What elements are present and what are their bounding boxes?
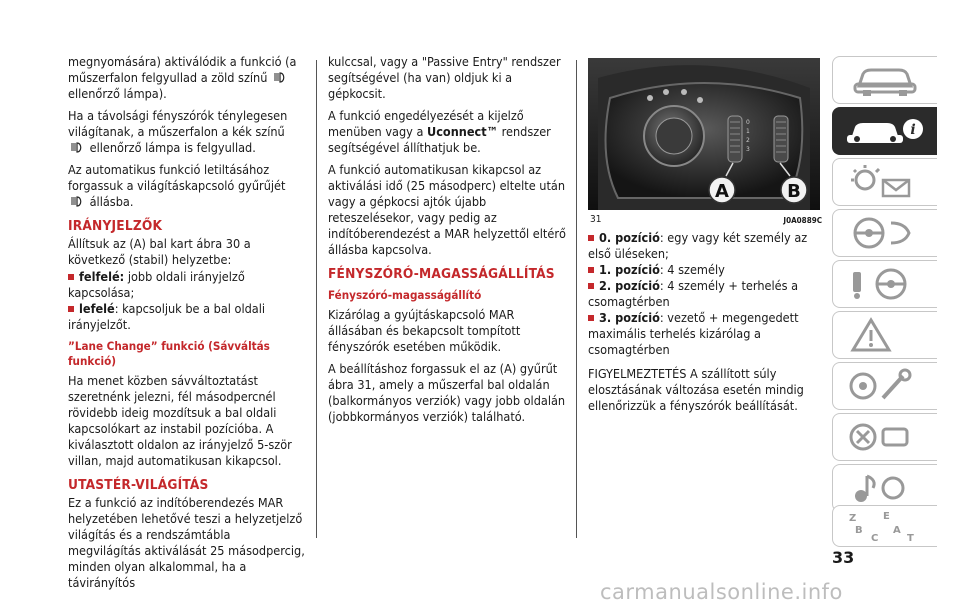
paragraph xyxy=(328,108,568,156)
figure-headlight-switch xyxy=(588,58,820,210)
svg-text:3: 3 xyxy=(746,146,750,153)
column-divider xyxy=(316,60,317,538)
text: állásba. xyxy=(89,194,134,209)
paragraph: A beállításhoz forgassuk el az (A) gyűrűt ábra 31, amely a műszerfal bal oldalán (balkormányos verziók) vagy jobb oldalán (jobbkormányos verziók) található. xyxy=(328,361,566,424)
column-left xyxy=(68,54,306,597)
text: rendszer segítségével állíthatjuk be. xyxy=(328,124,551,155)
svg-text:T: T xyxy=(907,533,914,543)
warning-note: FIGYELMEZTETÉS A szállított súly elosztásának változása esetén mindig ellenőrizzük a fényszórók beállítását. xyxy=(588,366,804,413)
car-info-icon xyxy=(843,113,927,149)
paragraph: Állítsuk az (A) bal kart ábra 30 a következő (stabil) helyzetbe: xyxy=(68,236,251,267)
text: megnyomására) aktiválódik a funkció (a műszerfalon felgyullad a zöld színű xyxy=(68,54,297,85)
callout-a-label: A xyxy=(715,181,729,202)
bullet-item xyxy=(588,230,824,262)
watermark: carmanualsonline.info xyxy=(600,580,843,604)
svg-text:C: C xyxy=(871,533,879,543)
figure-number: 31 xyxy=(590,214,602,225)
svg-text:1: 1 xyxy=(746,128,750,135)
paragraph: Ez a funkció az indítóberendezés MAR helyzetében lehetővé teszi a helyzetjelző világítás és a rendszámtábla megvilágítás aktiválását 25 másodpercig, minden olyan alkalommal, ha a távirányítós xyxy=(68,495,305,590)
high-beam-icon xyxy=(70,196,84,207)
text: Ha a távolsági fényszórók ténylegesen világítanak, a műszerfalon a kék színű xyxy=(68,108,288,139)
heading-indicators: IRÁNYJELZŐK xyxy=(68,218,163,234)
svg-text:i: i xyxy=(910,122,916,138)
paragraph: Kizárólag a gyújtáskapcsoló MAR állásában és bekapcsolt tompított fényszórók esetében működik. xyxy=(328,307,521,354)
paragraph: kulccsal, vagy a "Passive Entry" rendszer segítségével (ha van) oldjuk ki a gépkocsit. xyxy=(328,54,561,101)
column-divider xyxy=(576,60,577,538)
svg-text:0: 0 xyxy=(746,119,750,126)
paragraph xyxy=(68,162,306,210)
bullet-item xyxy=(588,278,824,310)
tab-warning[interactable] xyxy=(832,311,937,359)
column-right xyxy=(588,58,824,420)
subheading-headlight-leveler: Fényszóró-magasságállító xyxy=(328,288,482,302)
svg-text:A: A xyxy=(893,525,901,536)
figure-caption xyxy=(588,210,824,226)
paragraph xyxy=(68,54,306,102)
paragraph xyxy=(68,108,306,156)
text: Az automatikus funkció letiltásához forgassuk a világításkapcsoló gyűrűjét xyxy=(68,162,286,193)
tab-car-info[interactable] xyxy=(832,107,937,155)
bullet-text: : 4 személy xyxy=(659,262,725,277)
text: ellenőrző lámpa is felgyullad. xyxy=(89,140,256,155)
bullet-icon xyxy=(588,267,594,273)
bullet-label: lefelé xyxy=(79,301,115,316)
tab-maintenance[interactable] xyxy=(832,413,937,461)
heading-interior-lighting: UTASTÉR-VILÁGÍTÁS xyxy=(68,477,209,493)
page-number: 33 xyxy=(832,548,855,567)
svg-text:B: B xyxy=(855,525,863,536)
technical-icon xyxy=(843,470,927,506)
heading-headlight-leveling: FÉNYSZÓRÓ-MAGASSÁGÁLLÍTÁS xyxy=(328,266,555,282)
bullet-text: : egy vagy két személy az első üléseken; xyxy=(588,230,808,261)
bullet-icon xyxy=(588,235,594,241)
bullet-item xyxy=(68,301,306,333)
warning-icon xyxy=(843,317,927,353)
high-beam-icon xyxy=(70,142,84,153)
maintenance-icon xyxy=(843,419,927,455)
bullet-icon xyxy=(588,283,594,289)
bullet-text: jobb oldali irányjelző kapcsolása; xyxy=(68,269,245,300)
high-beam-auto-icon xyxy=(273,72,287,83)
emergency-icon xyxy=(843,368,927,404)
svg-text:Z: Z xyxy=(849,513,857,524)
svg-text:E: E xyxy=(883,511,890,522)
column-middle xyxy=(328,54,568,431)
tab-driving[interactable] xyxy=(832,260,937,308)
tab-index[interactable] xyxy=(832,505,937,547)
bullet-text: : kapcsoljuk be a bal oldali irányjelzőt. xyxy=(68,301,266,332)
driving-icon xyxy=(843,266,927,302)
bullet-icon xyxy=(68,306,74,312)
text: ellenőrző lámpa). xyxy=(68,86,167,101)
tab-car-overview[interactable] xyxy=(832,56,937,104)
tab-lights[interactable] xyxy=(832,158,937,206)
bullet-label: 1. pozíció xyxy=(599,262,660,277)
bullet-label: 2. pozíció xyxy=(599,278,660,293)
bullet-label: 0. pozíció xyxy=(599,230,660,245)
bullet-item xyxy=(588,310,824,358)
bullet-text: : vezető + megengedett maximális terhelés kizárólag a csomagtérben xyxy=(588,310,799,357)
bullet-icon xyxy=(68,274,74,280)
bullet-text: : 4 személy + terhelés a csomagtérben xyxy=(588,278,799,309)
heading-lane-change: ”Lane Change” funkció (Sávváltás funkció) xyxy=(68,339,270,368)
bullet-item xyxy=(68,269,306,301)
safety-icon xyxy=(843,215,927,251)
uconnect-label: Uconnect™ xyxy=(427,124,499,139)
bullet-label: felfelé: xyxy=(79,269,125,284)
paragraph: A funkció automatikusan kikapcsol az aktiválási idő (25 másodperc) eltelte után vagy a gépkocsi ajtók újabb reteszelésekor, vagy pedig az indítóberendezést a MAR helyzettől eltérő állásba kapcsolva. xyxy=(328,162,566,257)
tab-emergency[interactable] xyxy=(832,362,937,410)
lights-icon xyxy=(843,164,927,200)
index-icon xyxy=(843,511,927,543)
bullet-label: 3. pozíció xyxy=(599,310,660,325)
headlight-switch-photo xyxy=(588,58,820,210)
bullet-icon xyxy=(588,315,594,321)
text: A funkció engedélyezését a kijelző menüben vagy a xyxy=(328,108,524,139)
paragraph: Ha menet közben sávváltoztatást szeretnénk jelezni, fél másodpercnél rövidebb ideig mozdítsuk a bal oldali kapcsolókart az instabil pozícióba. A kiválasztott oldalon az irányjelző 5-ször villan, majd automatikusan kikapcsol. xyxy=(68,373,292,468)
svg-text:2: 2 xyxy=(746,137,750,144)
tab-safety[interactable] xyxy=(832,209,937,257)
callout-b-label: B xyxy=(787,181,801,202)
figure-code: J0A0889C xyxy=(783,216,822,225)
bullet-item xyxy=(588,262,824,278)
car-overview-icon xyxy=(843,62,927,98)
